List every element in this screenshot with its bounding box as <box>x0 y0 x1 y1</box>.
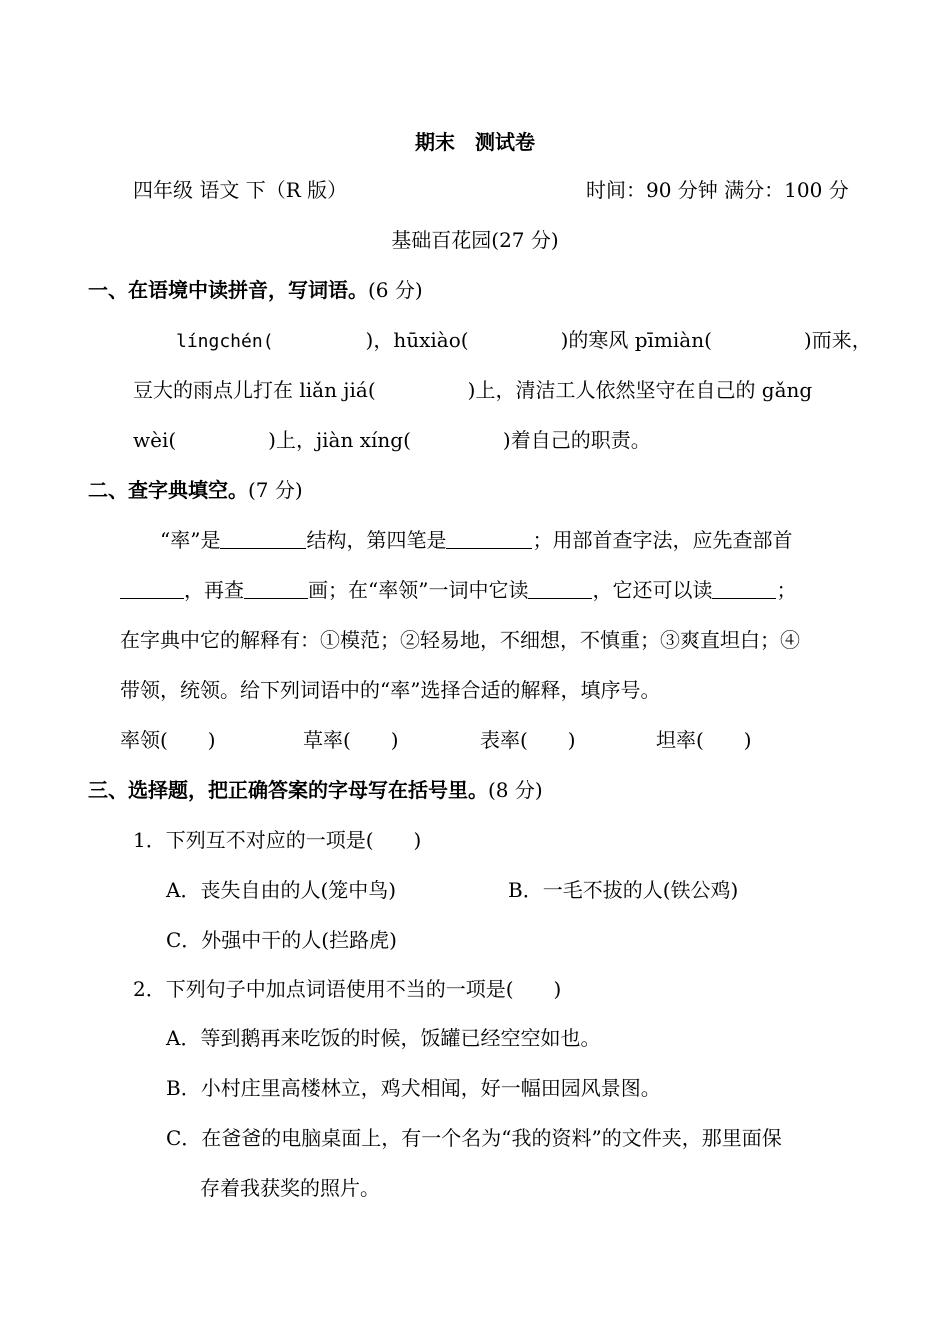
blank-fourth-stroke[interactable] <box>446 528 532 549</box>
q2-score: (7 分) <box>248 478 303 502</box>
q2-text-2b: 画；在“率领”一词中它读 <box>308 578 529 602</box>
blank-structure[interactable] <box>220 528 306 549</box>
blank-stroke-count[interactable] <box>244 578 308 599</box>
q1-heading <box>88 276 423 304</box>
q2-text-2a: ，再查 <box>184 578 244 602</box>
q3-item2-option-a: A．等到鹅再来吃饭的时候，饭罐已经空空如也。 <box>166 1026 601 1050</box>
q3-item2-stem: 2．下列句子中加点词语使用不当的一项是( ) <box>133 977 562 1001</box>
q3-item2-option-c-line2: 存着我获奖的照片。 <box>200 1176 380 1200</box>
q1-line-3 <box>133 426 651 454</box>
q1-pinyin-pimian: )的寒风 pīmiàn( <box>560 328 712 352</box>
q1-score: (6 分) <box>368 278 423 302</box>
q2-word-shuailing: 率领( ) <box>120 728 216 752</box>
q1-pinyin-jianxing: )上，jiàn xíng( <box>268 428 411 452</box>
q2-line-2 <box>120 576 796 604</box>
q3-score: (8 分) <box>488 778 543 802</box>
q2-line-1 <box>160 526 792 554</box>
q2-text-1c: ；用部首查字法，应先查部首 <box>532 528 793 552</box>
q1-line3-end: )着自己的职责。 <box>502 428 651 452</box>
q3-heading-text: 三、选择题，把正确答案的字母写在括号里。 <box>88 778 488 802</box>
q2-word-caoshuai: 草率( ) <box>303 728 399 752</box>
q1-line1-end: )而来， <box>803 328 872 352</box>
page-title: 期末 测试卷 <box>415 130 535 154</box>
q3-heading <box>88 776 543 804</box>
q2-heading-text: 二、查字典填空。 <box>88 478 248 502</box>
q2-word-tanshuai: 坦率( ) <box>656 728 752 752</box>
q2-line-4: 带领，统领。给下列词语中的“率”选择合适的解释，填序号。 <box>120 678 661 702</box>
q3-item1-option-a: A．丧失自由的人(笼中鸟) <box>166 878 397 902</box>
q2-heading <box>88 476 303 504</box>
q2-text-1b: 结构，第四笔是 <box>306 528 447 552</box>
q2-text-2d: ； <box>776 578 797 602</box>
q1-line-2 <box>133 376 812 404</box>
time-score-info: 时间：90 分钟 满分：100 分 <box>586 178 849 202</box>
q1-pinyin-lingchen: língchén( <box>176 331 274 352</box>
q3-item2-option-b: B．小村庄里高楼林立，鸡犬相闻，好一幅田园风景图。 <box>166 1076 661 1100</box>
q1-heading-text: 一、在语境中读拼音，写词语。 <box>88 278 368 302</box>
blank-reading-2[interactable] <box>712 578 776 599</box>
q1-pinyin-lianjia: 豆大的雨点儿打在 liǎn jiá( <box>133 378 376 402</box>
q3-item1-stem: 1．下列互不对应的一项是( ) <box>133 828 422 852</box>
grade-info: 四年级 语文 下（R 版） <box>133 178 348 202</box>
q2-line-3: 在字典中它的解释有：①模范；②轻易地，不细想，不慎重；③爽直坦白；④ <box>120 628 800 652</box>
q1-pinyin-gangwei: )上，清洁工人依然坚守在自己的 gǎng <box>467 378 813 402</box>
q2-text-2c: ，它还可以读 <box>592 578 713 602</box>
blank-radical[interactable] <box>120 578 184 599</box>
q2-word-biaoshuai: 表率( ) <box>480 728 576 752</box>
section-title: 基础百花园(27 分) <box>391 228 559 252</box>
q3-item1-option-c: C．外强中干的人(拦路虎) <box>166 928 397 952</box>
q2-text-1a: “率”是 <box>160 528 221 552</box>
q1-line-1 <box>176 326 872 356</box>
q3-item2-option-c-line1: C．在爸爸的电脑桌面上，有一个名为“我的资料”的文件夹，那里面保 <box>166 1126 782 1150</box>
q1-pinyin-huxiao: )，hūxiào( <box>365 328 469 352</box>
q3-item1-option-b: B．一毛不拔的人(铁公鸡) <box>508 878 739 902</box>
blank-reading-1[interactable] <box>528 578 592 599</box>
q1-pinyin-wei: wèi( <box>133 428 177 452</box>
